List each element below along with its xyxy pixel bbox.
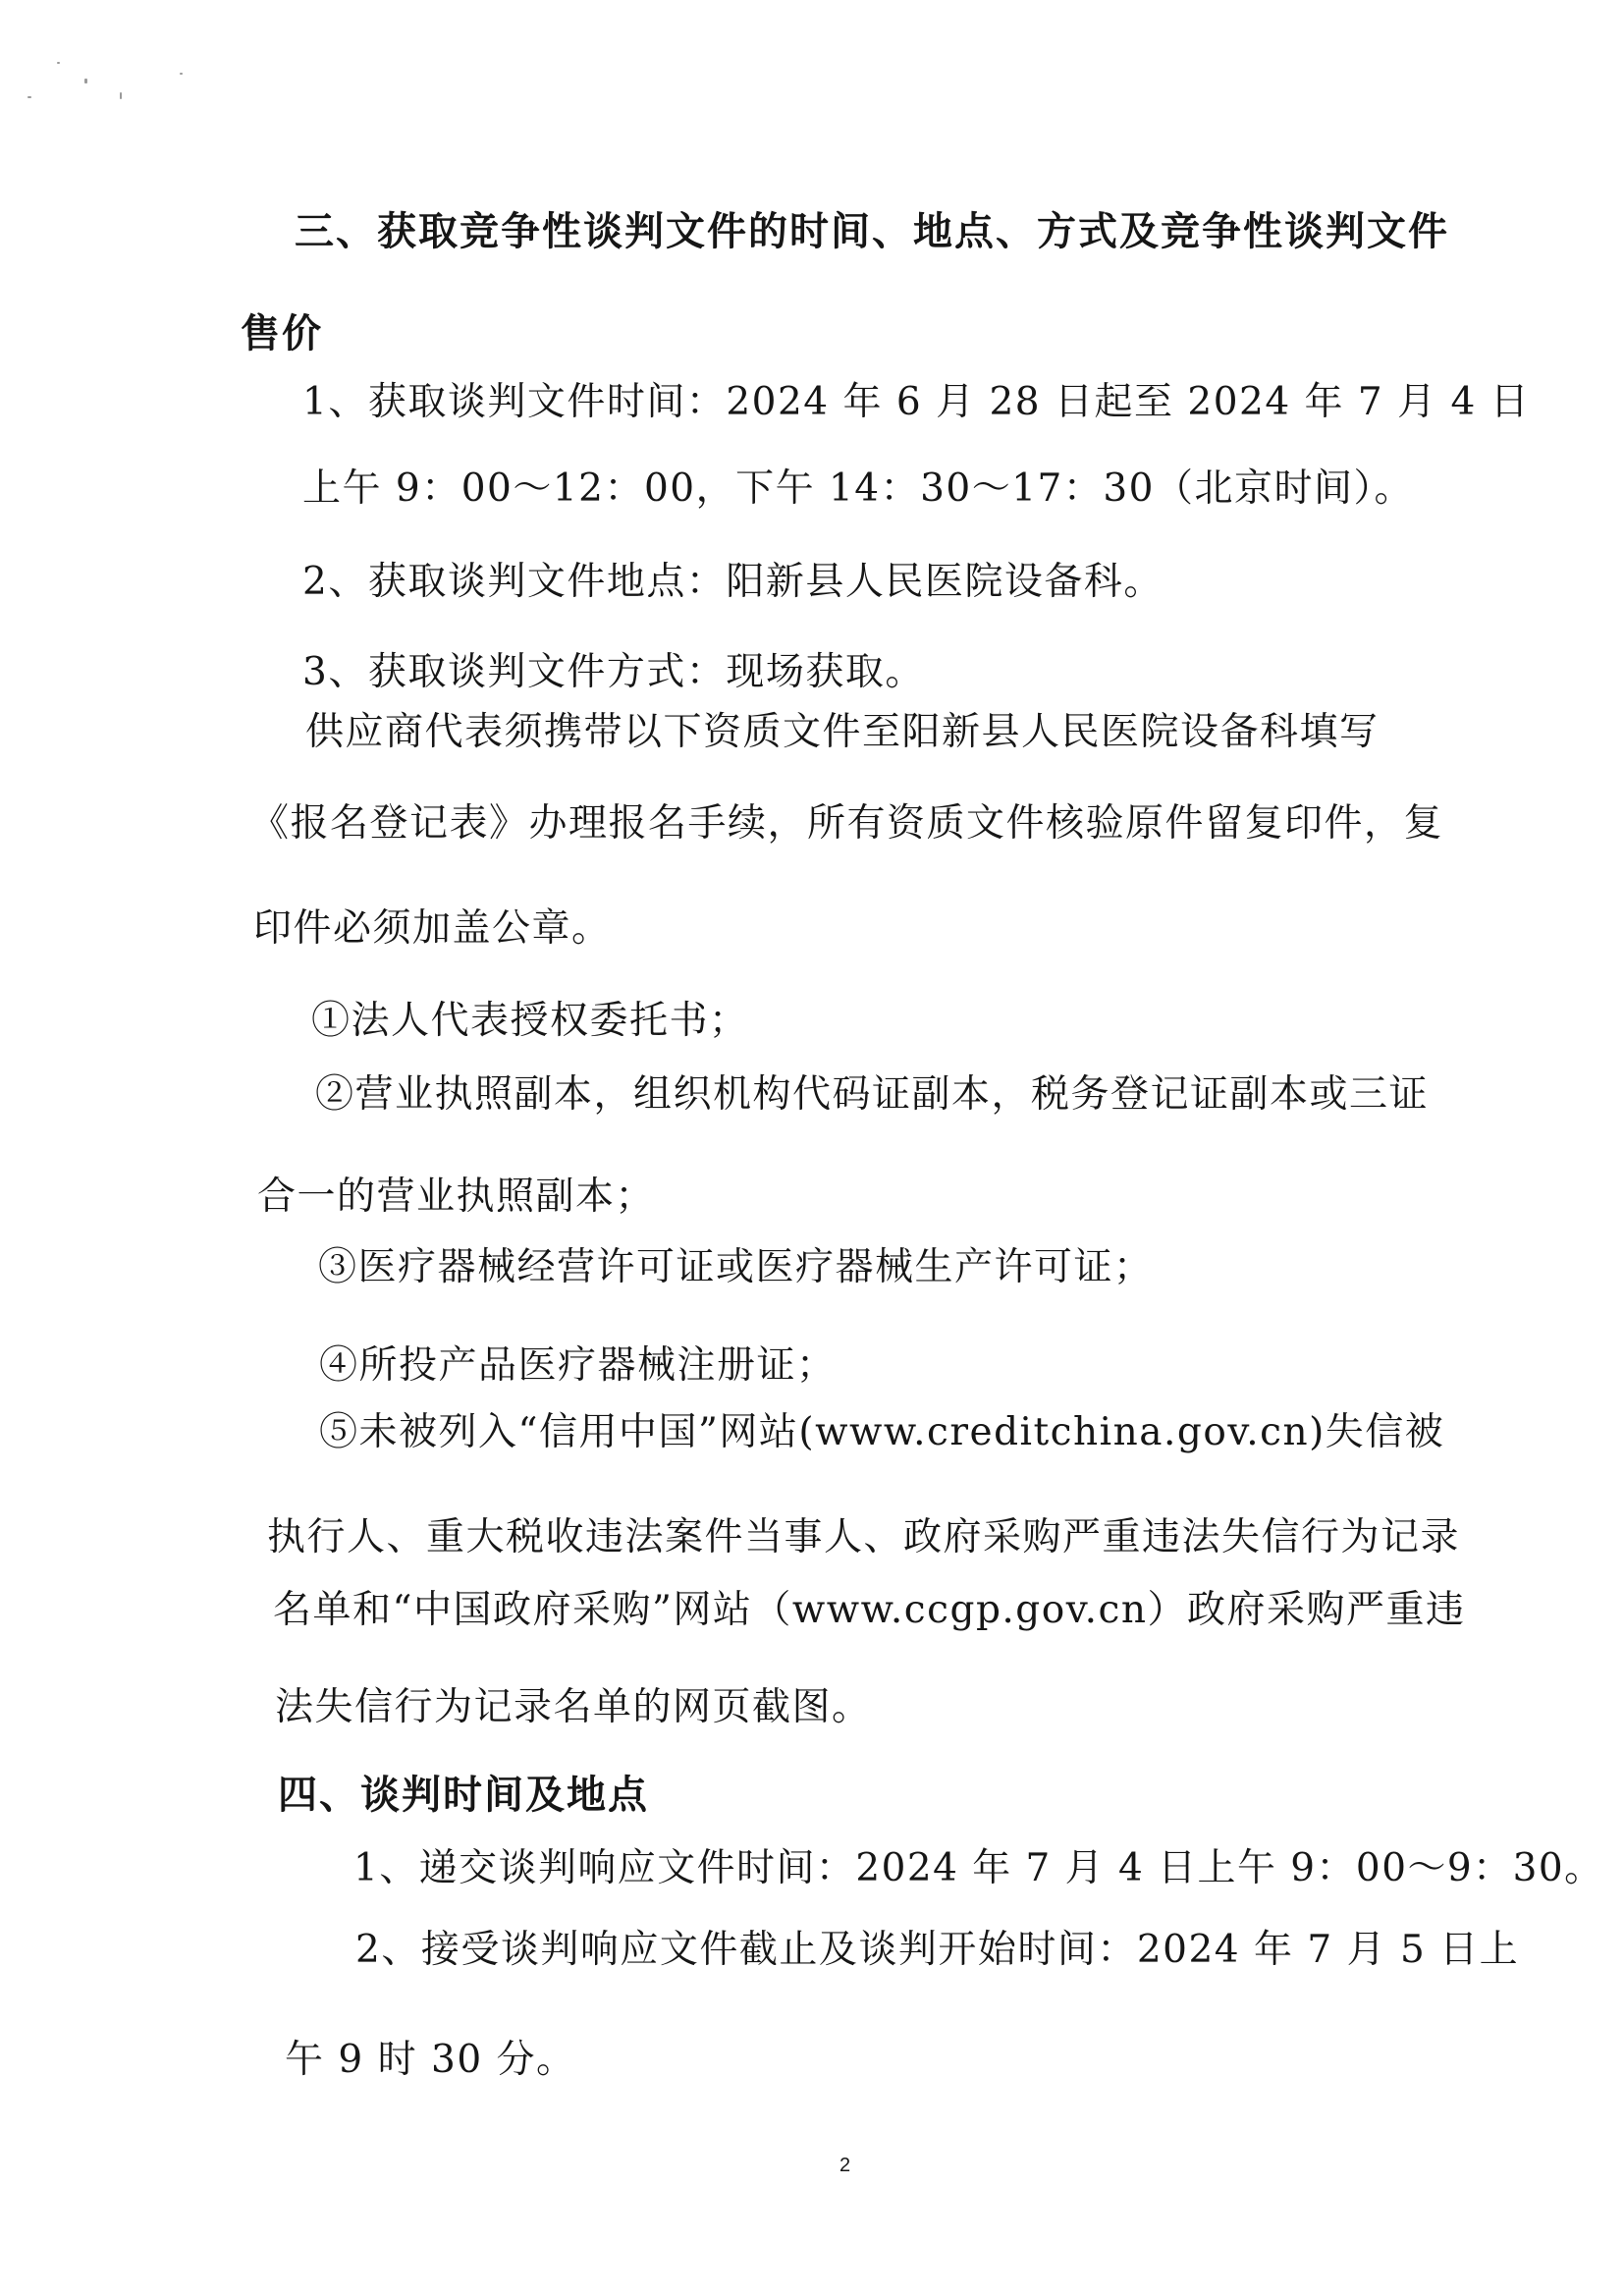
section4-heading: 四、谈判时间及地点	[278, 1772, 649, 1818]
section4-item2-line1: 2、接受谈判响应文件截止及谈判开始时间：2024 年 7 月 5 日上	[355, 1928, 1520, 1972]
requirement-5-line3: 名单和“中国政府采购”网站（www.ccgp.gov.cn）政府采购严重违	[273, 1588, 1466, 1632]
scan-speck	[27, 96, 31, 98]
scan-speck	[180, 73, 183, 75]
section3-item3: 3、获取谈判文件方式：现场获取。	[302, 650, 925, 694]
requirement-3: ③医疗器械经营许可证或医疗器械生产许可证；	[318, 1245, 1154, 1289]
section3-item1-line1: 1、获取谈判文件时间：2024 年 6 月 28 日起至 2024 年 7 月 4 日	[302, 380, 1531, 424]
section3-item2: 2、获取谈判文件地点：阳新县人民医院设备科。	[302, 560, 1164, 604]
scan-speck	[57, 62, 60, 64]
section4-item2-line2: 午 9 时 30 分。	[285, 2038, 576, 2082]
requirement-2-line1: ②营业执照副本，组织机构代码证副本，税务登记证副本或三证	[315, 1072, 1430, 1117]
requirement-5-line2: 执行人、重大税收违法案件当事人、政府采购严重违法失信行为记录	[267, 1515, 1461, 1559]
section4-item1: 1、递交谈判响应文件时间：2024 年 7 月 4 日上午 9：00～9：30。	[353, 1846, 1604, 1890]
section3-heading-line2: 售价	[241, 310, 323, 356]
scan-speck	[84, 79, 87, 83]
requirement-5-line1: ⑤未被列入“信用中国”网站(www.creditchina.gov.cn)失信被	[319, 1410, 1445, 1454]
requirement-5-line4: 法失信行为记录名单的网页截图。	[275, 1685, 872, 1729]
section3-item1-line2: 上午 9：00～12：00，下午 14：30～17：30（北京时间）。	[302, 466, 1414, 511]
section3-paragraph-line1: 供应商代表须携带以下资质文件至阳新县人民医院设备科填写	[305, 710, 1380, 754]
requirement-4: ④所投产品医疗器械注册证；	[319, 1343, 837, 1388]
requirement-2-line2: 合一的营业执照副本；	[257, 1175, 656, 1219]
scan-speck	[120, 92, 122, 99]
section3-heading-line1: 三、获取竞争性谈判文件的时间、地点、方式及竞争性谈判文件	[295, 208, 1449, 254]
page-number: 2	[839, 2155, 851, 2176]
section3-paragraph-line2: 《报名登记表》办理报名手续，所有资质文件核验原件留复印件，复	[250, 801, 1444, 846]
requirement-1: ①法人代表授权委托书；	[311, 999, 749, 1043]
section3-paragraph-line3: 印件必须加盖公章。	[253, 906, 612, 951]
